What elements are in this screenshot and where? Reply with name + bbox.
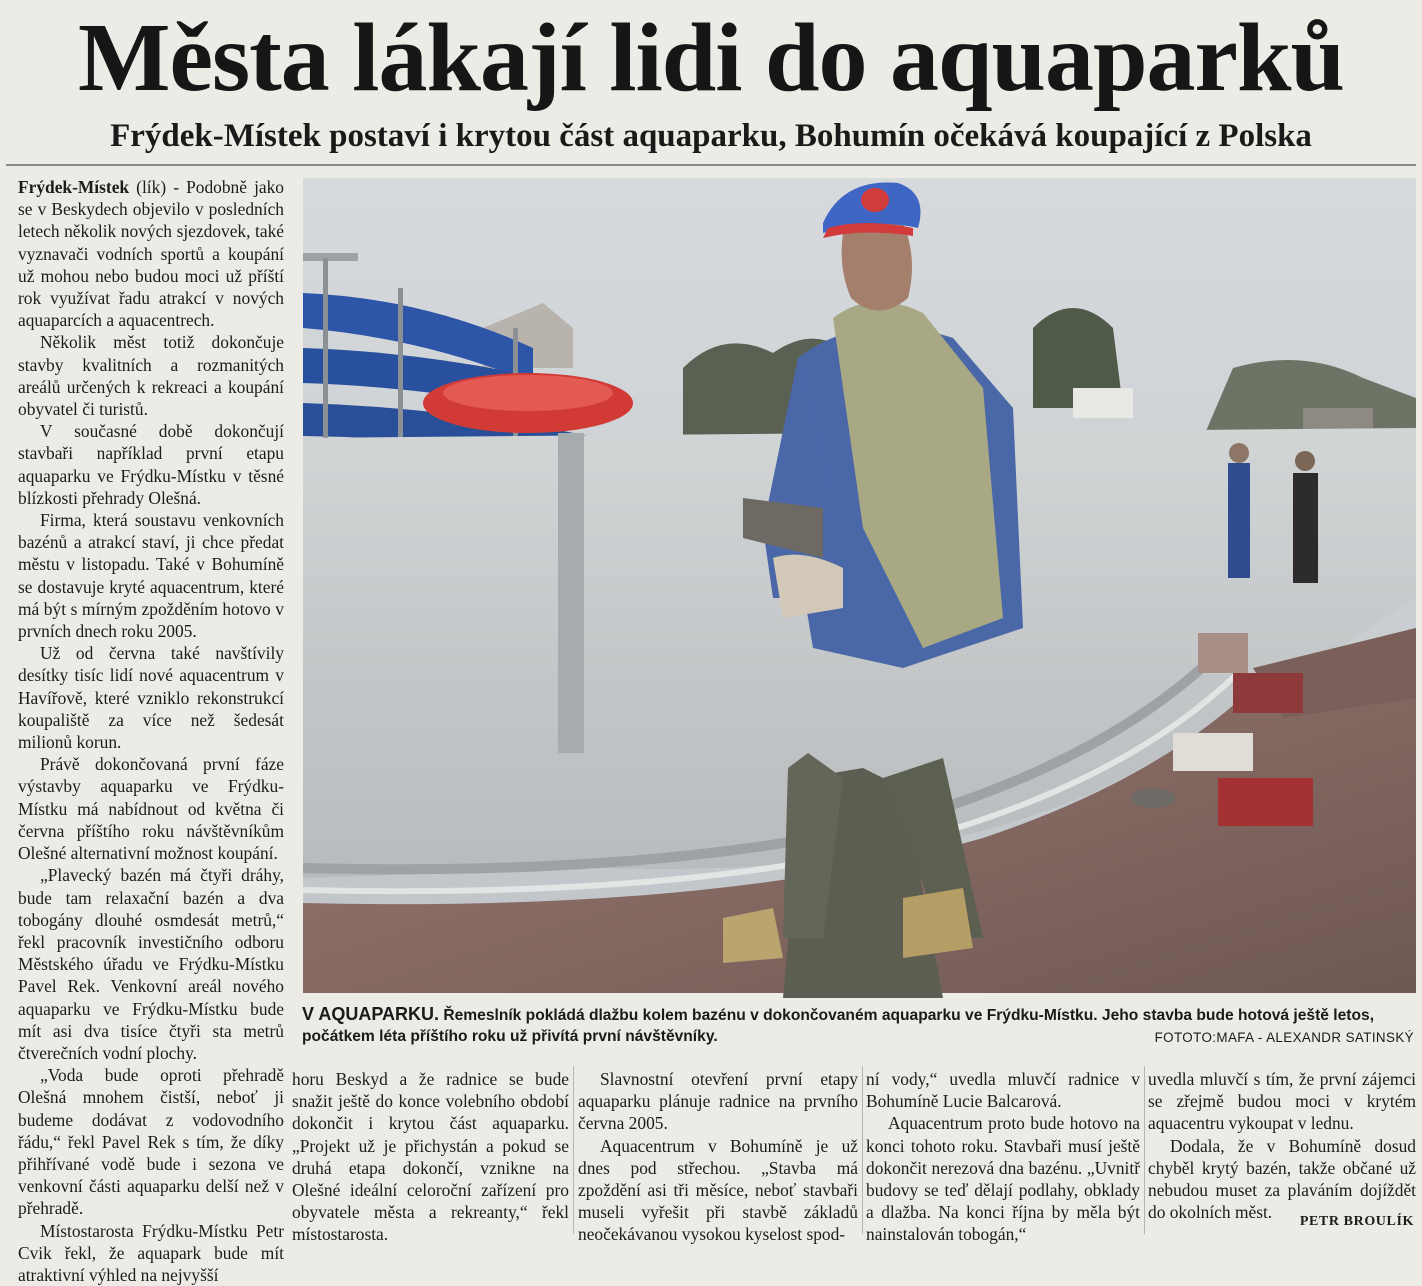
dateline-author: (lík) - [129,177,187,197]
paragraph: Aquacentrum v Bohumíně je už dnes pod střechou. „Stavba má zpoždění asi tři měsíce, neboť stavbaři museli vyřešit při stavbě základů neočekávanou vysokou kyselost spod- [578,1135,858,1245]
article-column-3 [578,1068,858,1245]
article-column-1 [18,176,285,1285]
photo-credit: FOTOTO:MAFA - ALEXANDR SATINSKÝ [1154,1030,1414,1045]
caption-lead: V AQUAPARKU. [302,1004,440,1024]
paragraph: uvedla mluvčí s tím, že první zájemci se zřejmě budou moci v krytém aquacentru vykoupat v lednu. [1148,1069,1416,1134]
article-column-2 [292,1068,569,1245]
paragraph: Dodala, že v Bohumíně dosud chyběl krytý bazén, takže občané už nebudou muset za plaváním dojíždět do okolních měst. [1148,1135,1416,1223]
caption-text: Řemeslník pokládá dlažbu kolem bazénu v dokončovaném aquaparku ve Frýdku-Místku. Jeho stavba bude hotová ještě letos, počátkem léta příštího roku už přivítá první návštěvníky. [302,1007,1375,1045]
article-column-5 [1148,1068,1416,1236]
paragraph: Už od června také navštívily desítky tisíc lidí nové aquacentrum v Havířově, které vzniklo rekonstrukcí koupaliště za více než šedesát milionů korun. [18,643,284,753]
column-divider [573,1066,574,1234]
paragraph: „Plavecký bazén má čtyři dráhy, bude tam relaxační bazén a dva tobogány dlouhé osmdesát metrů,“ řekl pracovník investičního odboru Městského úřadu ve Frýdku-Místku Pavel Rek. Venkovní areál nového aquaparku ve Frýdku-Místku bude mít asi dva tisíce čtyři sta metrů čtverečních vodní plochy. [18,865,284,1063]
dateline-place: Frýdek-Místek [18,177,130,197]
article-photo [303,178,1416,993]
paragraph: Firma, která soustavu venkovních bazénů a atrakcí staví, ji chce předat městu v listopadu. Také v Bohumíně se dostavuje kryté aquacentrum, které má být s mírným zpožděním hotovo v prvních dnech roku 2005. [18,510,284,642]
paragraph: „Voda bude oproti přehradě Olešná mnohem čistší, neboť ji budeme dodávat z vodovodního řádu,“ řekl Pavel Rek s tím, že díky přihřívané vodě bude i sezona ve venkovní části aquaparku delší než v přehradě. [18,1065,284,1219]
header-rule [6,164,1416,166]
author-signature: PETR BROULÍK [1294,1212,1414,1232]
column-divider [1144,1066,1145,1234]
column-divider [862,1066,863,1234]
article-column-4 [866,1068,1140,1245]
paragraph: Několik měst totiž dokončuje stavby kvalitních a rozmanitých areálů určených k rekreaci a koupání obyvatel či turistů. [18,332,284,420]
lead-paragraph [18,176,284,331]
paragraph: Slavnostní otevření první etapy aquaparku plánuje radnice na prvního června 2005. [578,1069,858,1134]
headline: Města lákají lidi do aquaparků [77,4,1345,112]
paragraph: horu Beskyd a že radnice se bude snažit ještě do konce volebního období dokončit i krytou část aquaparku. „Projekt už je přichystán a pokud se druhá etapa dokončí, vznikne na Olešné ideální celoroční zařízení pro obyvatele města a rekreanty,“ řekl místostarosta. [292,1069,569,1245]
paragraph: Místostarosta Frýdku-Místku Petr Cvik řekl, že aquapark bude mít atraktivní výhled na nejvyšší [18,1220,284,1285]
subheadline: Frýdek-Místek postaví i krytou část aquaparku, Bohumín očekává koupající z Polska [110,118,1312,154]
paragraph: Aquacentrum proto bude hotovo na konci tohoto roku. Stavbaři musí ještě dokončit nerezová dna bazénu. „Uvnitř budovy se teď dělají podlahy, obklady a dlažba. Na konci října by měla být nainstalován tobogán,“ [866,1113,1140,1245]
paragraph: V současné době dokončují stavbaři například první etapu aquaparku ve Frýdku-Místku v těsné blízkosti přehrady Olešná. [18,421,284,508]
paragraph: Právě dokončovaná první fáze výstavby aquaparku ve Frýdku-Místku má nabídnout od května či června příštího roku návštěvníkům Olešné alternativní možnost koupání. [18,754,284,864]
paragraph: ní vody,“ uvedla mluvčí radnice v Bohumíně Lucie Balcarová. [866,1069,1140,1112]
paragraph-text: Podobně jako se v Beskydech objevilo v posledních letech několik nových sjezdovek, také vyznavači vodních sportů a koupání už mohou nebo budou moci už příští rok využívat řadu atrakcí v nových aquaparcích a aquacentrech. [18,177,285,331]
